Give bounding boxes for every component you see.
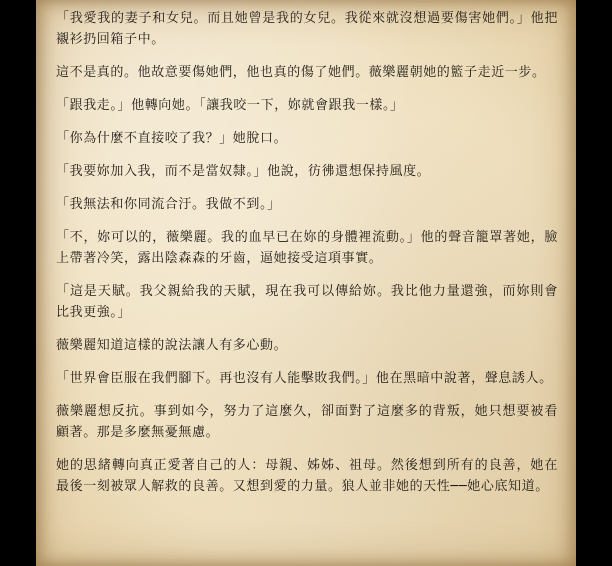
paragraph: 「跟我走。」他轉向她。「讓我咬一下，妳就會跟我一樣。」 bbox=[56, 98, 404, 113]
paragraph: 「這是天賦。我父親給我的天賦，現在我可以傳給妳。我比他力量還強，而妳則會比我更強。」 bbox=[56, 284, 558, 320]
paragraph: 她的思緒轉向真正愛著自己的人：母親、姊姊、祖母。然後想到所有的良善，她在最後一刻被眾人解救的良善。又想到愛的力量。狼人並非她的天性──她心底知道。 bbox=[56, 458, 558, 494]
paragraph: 「我無法和你同流合汙。我做不到。」 bbox=[56, 197, 281, 212]
paragraph: 「你為什麼不直接咬了我？」她脫口。 bbox=[56, 131, 288, 146]
paragraph: 薇樂麗知道這樣的說法讓人有多心動。 bbox=[56, 338, 288, 353]
page-text bbox=[56, 8, 558, 509]
paragraph: 「世界會臣服在我們腳下。再也沒有人能擊敗我們。」他在黑暗中說著，聲息誘人。 bbox=[56, 371, 553, 386]
paragraph: 「不，妳可以的，薇樂麗。我的血早已在妳的身體裡流動。」他的聲音籠罩著她，臉上帶著冷笑，露出陰森森的牙齒，逼她接受這項事實。 bbox=[56, 230, 558, 266]
paragraph: 「我要妳加入我，而不是當奴隸。」他說，彷彿還想保持風度。 bbox=[56, 164, 431, 179]
parchment-page[interactable] bbox=[36, 0, 576, 566]
paragraph: 這不是真的。他故意要傷她們，他也真的傷了她們。薇樂麗朝她的籃子走近一步。 bbox=[56, 65, 546, 80]
paragraph: 「我愛我的妻子和女兒。而且她曾是我的女兒。我從來就沒想過要傷害她們。」他把襯衫扔回箱子中。 bbox=[56, 11, 558, 47]
paragraph: 薇樂麗想反抗。事到如今，努力了這麼久，卻面對了這麼多的背叛，她只想要被看顧著。那是多麼無憂無慮。 bbox=[56, 404, 558, 440]
